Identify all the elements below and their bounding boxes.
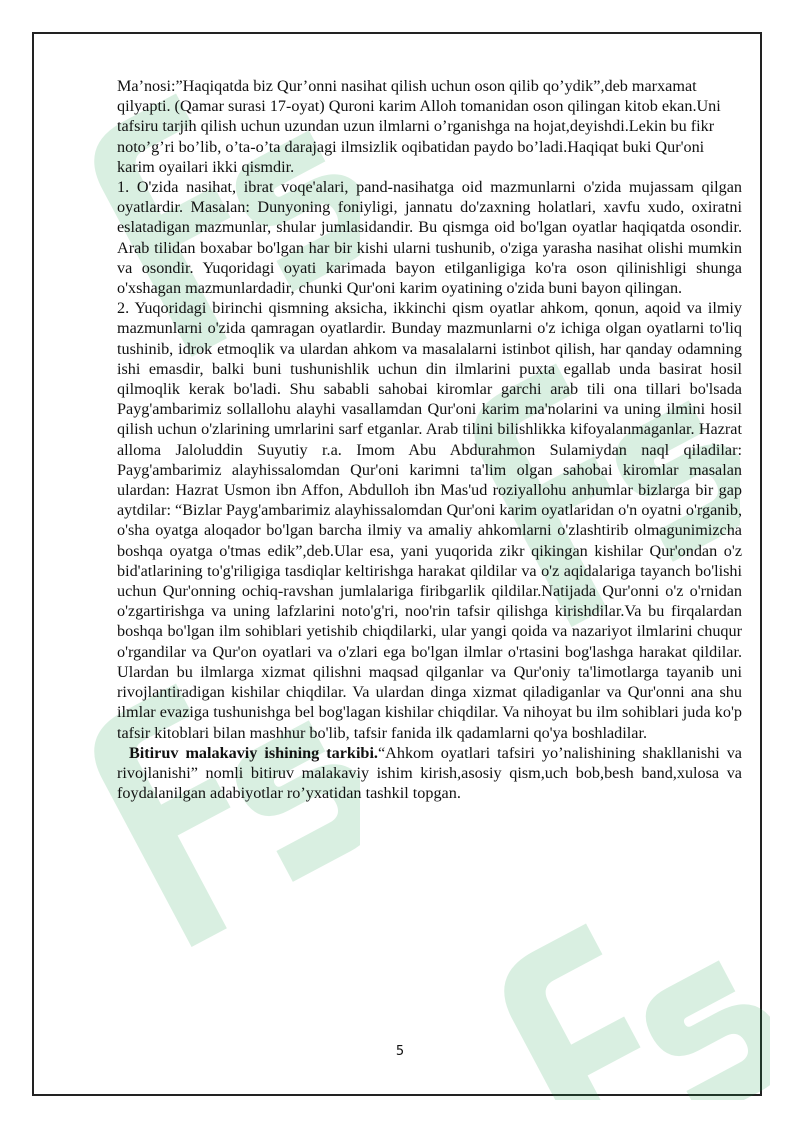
page-number: 5 — [395, 1044, 405, 1059]
list-item-1: 1. O'zida nasihat, ibrat voqe'alari, pand-nasihatga oid mazmunlarni o'zida mujassam qilgan oyatlardir. Masalan: Dunyoning foniyligi, jannatu do'zaxning holatlari, xavfu xudo, oxiratni eslatadigan mazmunlar, shular jumlasidandir. Bu qismga oid bo'lgan oyatlar haqiqatda osondir. Arab tilidan boxabar bo'lgan har bir kishi ularni tushunib, o'ziga yarasha nasihat olishi mumkin va osondir. Yuqoridagi oyati karimada bayon etilganligiga ko'ra oson qilinishligi shunga o'xshagan mazmunlardadir, chunki Qur'oni karim oyatining o'zida buni bayon qilingan. — [117, 178, 742, 298]
document-body — [117, 76, 742, 803]
structure-paragraph — [117, 743, 742, 804]
intro-paragraph: Ma’nosi:”Haqiqatda biz Qur’onni nasihat qilish uchun oson qilib qo’ydik”,deb marxamat qilyapti. (Qamar surasi 17-oyat) Quroni karim Alloh tomanidan oson qilingan kitob ekan.Uni tafsiru tarjih qilish uchun uzundan uzun ilmlarni o’rganishga na hojat,deyishdi.Lekin bu fikr noto’g’ri bo’lib, o’ta-o’ta darajagi ilmsizlik oqibatidan paydo bo’ladi.Haqiqat buki Qur'oni karim oyailari ikki qismdir. — [117, 77, 721, 176]
structure-heading: Bitiruv malakaviy ishining tarkibi. — [129, 743, 378, 762]
list-item-2: 2. Yuqoridagi birinchi qismning aksicha, ikkinchi qism oyatlar ahkom, qonun, aqoid va ilmiy mazmunlarni o'zida qamragan oyatlardir. Bunday mazmunlarni o'z ichiga olgan oyatlarni to'liq tushinib, idrok etmoqlik va ulardan ahkom va masalalarni istinbot qilish, har qanday odamning ishi emasdir, balki buni tushunishlik uchun din ilmlarini puxta egallab unda basirat hosil qilmoqlik kerak bo'ladi. Shu sababli sahobai kiromlar garchi arab tili ona tillari bo'lsada Payg'ambarimiz sollallohu alayhi vasallamdan Qur'oni karim ma'nolarini va uning ilmini hosil qilish uchun o'zlarining umrlarini sarf etganlar. Arab tilini bilishlikka kifoyalanmaganlar. Hazrat alloma Jaloluddin Suyutiy r.a. Imom Abu Abdurahmon Sulamiydan naql qiladilar: Payg'ambarimiz alayhissalomdan Qur'oni karimni ta'lim olgan sahobai kiromlar masalan ulardan: Hazrat Usmon ibn Affon, Abdulloh ibn Mas'ud roziyallohu anhumlar bizlarga bir gap aytdilar: “Bizlar Payg'ambarimiz alayhissalomdan Qur'oni karim oyatlaridan o'n oyatni o'rganib, o'sha oyatga aloqador bo'lgan barcha ilmiy va amaliy ahkomlarni o'zlashtirib olmagunimizcha boshqa oyatga o'tmas edik”,deb.Ular esa, yani yuqorida zikr qikingan kishilar Qur'ondan o'z bid'atlarining to'g'riligiga tasdiqlar keltirishga harakat qildilar va o'z aqidalariga tayanch bo'lishi uchun Qur'onning ochiq-ravshan jumlalariga firibgarlik qildilar.Natijada Qur'onni o'z o'rnidan o'zgartirishga va uning lafzlarini noto'g'ri, noo'rin tafsir qilishga kirishdilar.Va bu firqalardan boshqa bo'lgan ilm sohiblari yetishib chiqdilarki, ular yangi qoida va nazariyot ilmlarini chuqur o'rgandilar va Qur'on oyatlari va o'zlari ega bo'lgan ilmlar o'rtasini bog'lashga harakat qildilar. Ulardan bu ilmlarga xizmat qilishni maqsad qilganlar va Qur'oniy ta'limotlarga tayanib uni rivojlantiradigan kishilar chiqdilar. Va ulardan dinga xizmat qiladiganlar va Qur'onni ana shu ilmlar evaziga tushunishga bel bog'lagan kishilar chiqdilar. Va nihoyat bu ilm sohiblari juda ko'p tafsir kitoblari bilan mashhur bo'lib, tafsir fanida ilk qadamlarni qo'ya boshladilar. — [117, 299, 742, 742]
structure-text: “Ahkom oyatlari tafsiri yo’nalishining shakllanishi va rivojlanishi” nomli bitiruv malakaviy ishim kirish,asosiy qism,uch bob,besh band,xulosa va foydalanilgan adabiyotlar ro’yxatidan tashkil topgan. — [117, 743, 742, 803]
